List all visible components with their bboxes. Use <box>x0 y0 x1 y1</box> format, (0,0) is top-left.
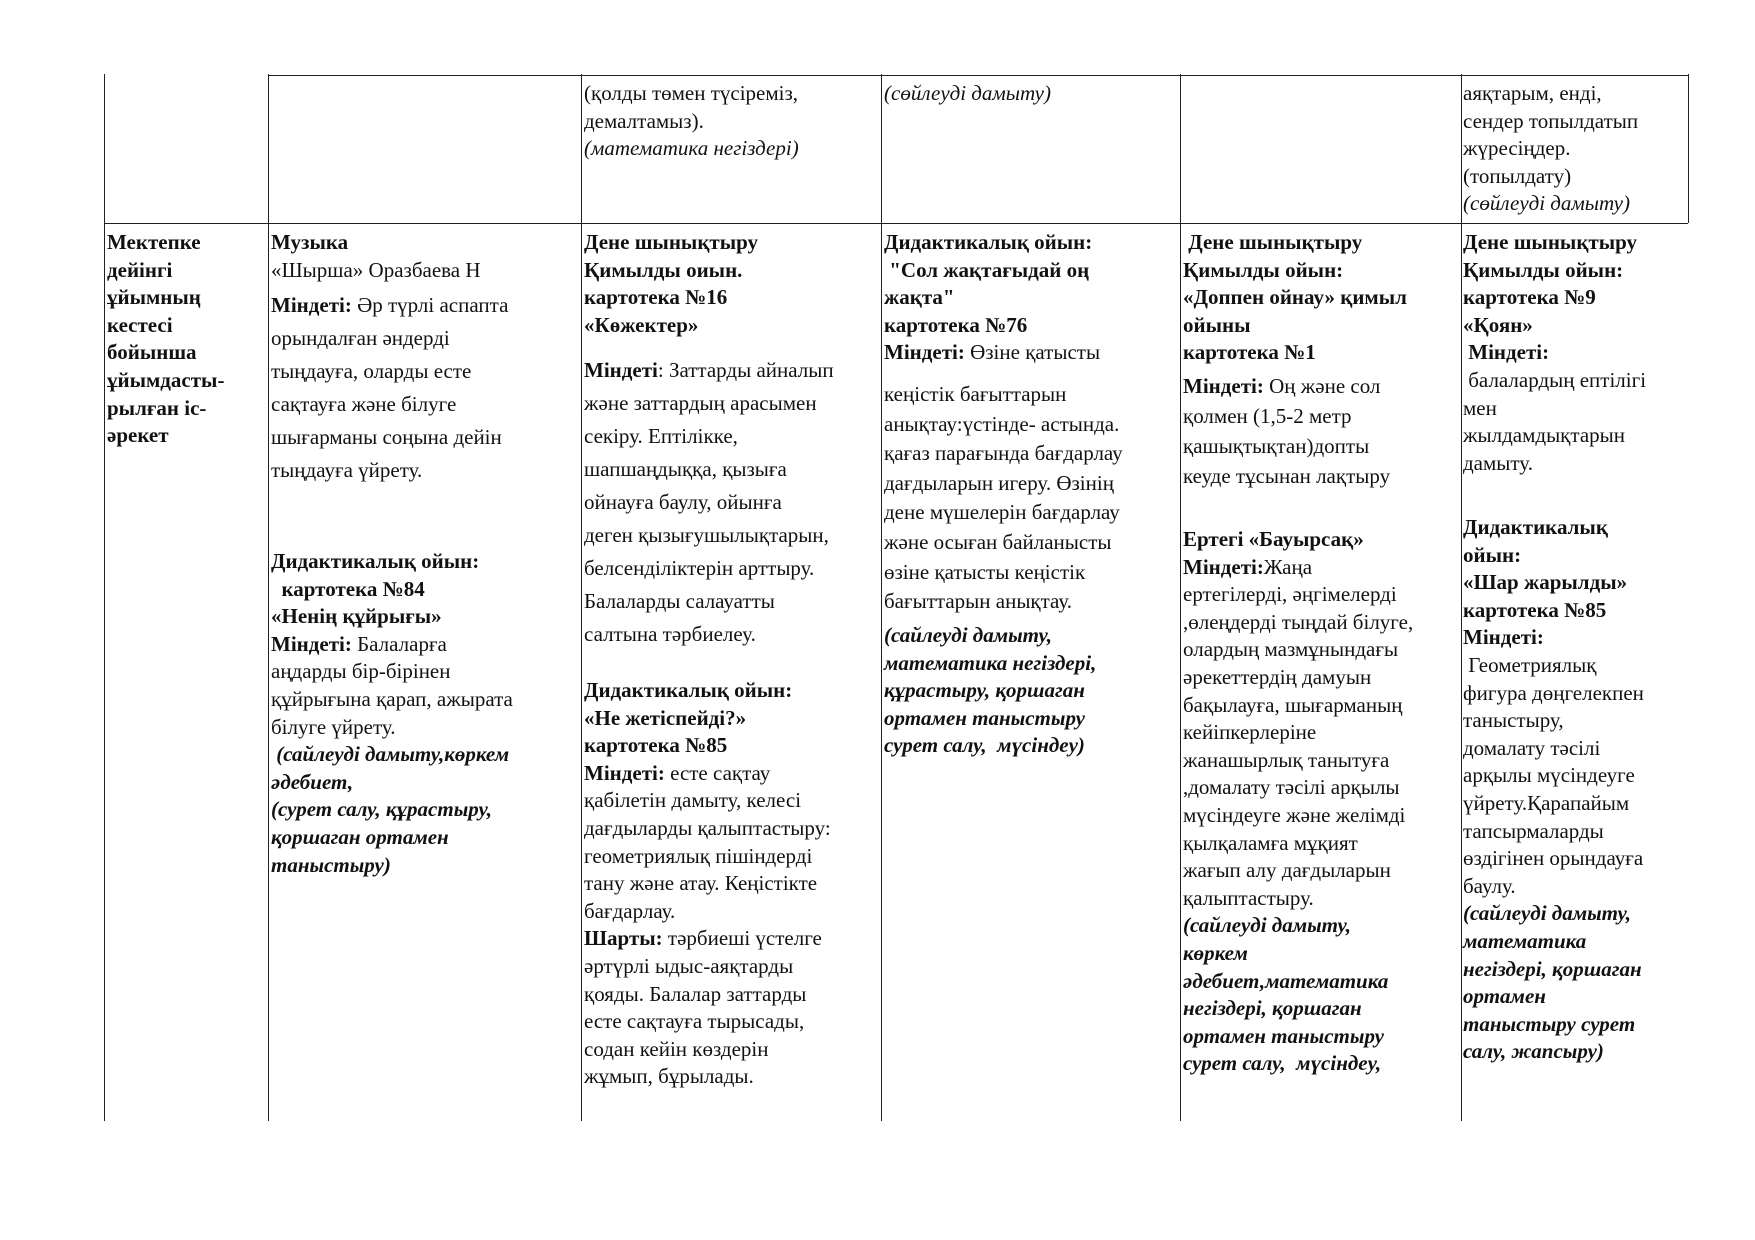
column-border-7 <box>1688 74 1689 223</box>
row1-cell-c3: (қолды төмен түсіреміз, демалтамыз). (математика негіздері) <box>584 80 799 163</box>
ball-game-cell: Дене шынықтыру Қимылды ойын: «Доппен ойнау» қимыл ойыны картотека №1 <box>1183 230 1407 365</box>
subject-note: (сөйлеуді дамыту) <box>884 81 1051 105</box>
spatial-game-cell: Дидактикалық ойын: "Сол жақтағыдай оң жақта" картотека №76 Міндеті: Өзіне қатысты <box>884 230 1101 365</box>
column-border-2 <box>268 74 269 1121</box>
column-border-5 <box>1180 74 1181 1121</box>
row-divider <box>104 223 1688 224</box>
rabbit-game-cell: Дене шынықтыру Қимылды ойын: картотека №9 «Қоян» Міндеті: балалардың ептілігі мен жылдамдықтарын дамыту. <box>1463 230 1647 475</box>
subject-note: (сөйлеуді дамыту) <box>1463 191 1630 216</box>
didactic-game-cell: Дидактикалық ойын: «Не жетіспейді?» картотека №85 Міндеті: есте сақтау қабілетін дамыту, келесі дағдыларды қалыптастыру: геометриялық пішіндерді тану және атау. Кеңістікте бағдарлау. Шарты: тәрбиеші үстелге әртүрлі ыдыс-аяқтарды қояды. Балалар заттарды есте сақтауға тырысады, содан кейін көздерін жұмып, бұрылады. <box>584 678 831 1089</box>
row-header-cell: Мектепке дейінгі ұйымның кестесі бойынша ұйымдасты- рылған іс- әрекет <box>107 230 225 448</box>
spatial-game-task: кеңістік бағыттарын анықтау:үстінде- астында. қағаз парағында бағдарлау дағдыларын игеру. Өзінің дене мүшелерін бағдарлау және осыған байланысты өзіне қатысты кеңістік бағыттарын анықтау. <box>884 382 1123 614</box>
pe-activity-cell: Дене шынықтыру Қимылды оиын. картотека №16 «Көжектер» <box>584 230 759 337</box>
pe-task: Міндеті: Заттарды айналып және заттардың арасымен секіру. Ептілікке, шапшаңдыққа, қызыға ойнауға баулу, ойынға деген қызығушылықтарын, белсенділіктерін арттыру. Балаларды салауатты салтына тәрбиелеу. <box>584 358 834 646</box>
table-top-border <box>268 75 1688 76</box>
spatial-game-notes: (сайлеуді дамыту, математика негіздері, құрастыру, қоршаган ортамен таныстыру сурет салу, мүсіндеу) <box>884 623 1097 758</box>
column-border-6 <box>1461 74 1462 1121</box>
column-border-1 <box>104 74 105 1121</box>
row1-cell-c6: аяқтарым, енді, сендер топылдатып жүресіңдер. (топылдату) (сөйлеуді дамыту) <box>1463 80 1638 218</box>
column-border-3 <box>581 74 582 1121</box>
subject-note: (математика негіздері) <box>584 136 799 161</box>
balloon-game-cell: Дидактикалық ойын: «Шар жарылды» картотека №85 Міндеті: Геометриялық фигура дөңгелекпен таныстыру, домалату тәсілі арқылы мүсіндеуге үйрету.Қарапайым тапсырмаларды өздігінен орындауға баулу. (сайлеуді дамыту, математика негіздері, қоршаган ортамен таныстыру сурет салу, жапсыру) <box>1463 515 1644 1064</box>
music-activity-cell: Музыка «Шырша» Оразбаева Н <box>271 230 481 282</box>
fairy-tale-cell: Ертегі «Бауырсақ» Міндеті:Жаңа ертегілерді, әңгімелерді ,өлеңдерді тыңдай білуге, олардың мазмұнындағы әрекеттердің дамуын бақылауға, шығарманың кейіпкерлеріне жанашырлық танытуға ,домалату тәсілі арқылы мүсіндеуге және желімді қылқаламға мұқият жағып алу дағдыларын қалыптастыру. (сайлеуді дамыту, көркем әдебиет,математика негіздері, қоршаган ортамен таныстыру сурет салу, мүсіндеу, <box>1183 527 1414 1076</box>
music-didactic-game: Дидактикалық ойын: картотека №84 «Ненің құйрығы» Міндеті: Балаларға аңдарды бір-бірінен құйрығына қарап, ажырата білуге үйрету. (сайлеуді дамыту,көркем әдебиет, (сурет салу, құрастыру, қоршаган ортамен таныстыру) <box>271 549 513 877</box>
music-task: Міндеті: Әр түрлі аспапта орындалған әндерді тыңдауға, оларды есте сақтауға және білуге шығарманы соңына дейін тыңдауға үйрету. <box>271 293 509 482</box>
row1-cell-c4 <box>884 80 1051 108</box>
column-border-4 <box>881 74 882 1121</box>
ball-game-task: Міндеті: Оң және сол қолмен (1,5-2 метр қашықтықтан)допты кеуде тұсынан лақтыру <box>1183 374 1391 488</box>
activity-title: Музыка <box>271 230 349 254</box>
